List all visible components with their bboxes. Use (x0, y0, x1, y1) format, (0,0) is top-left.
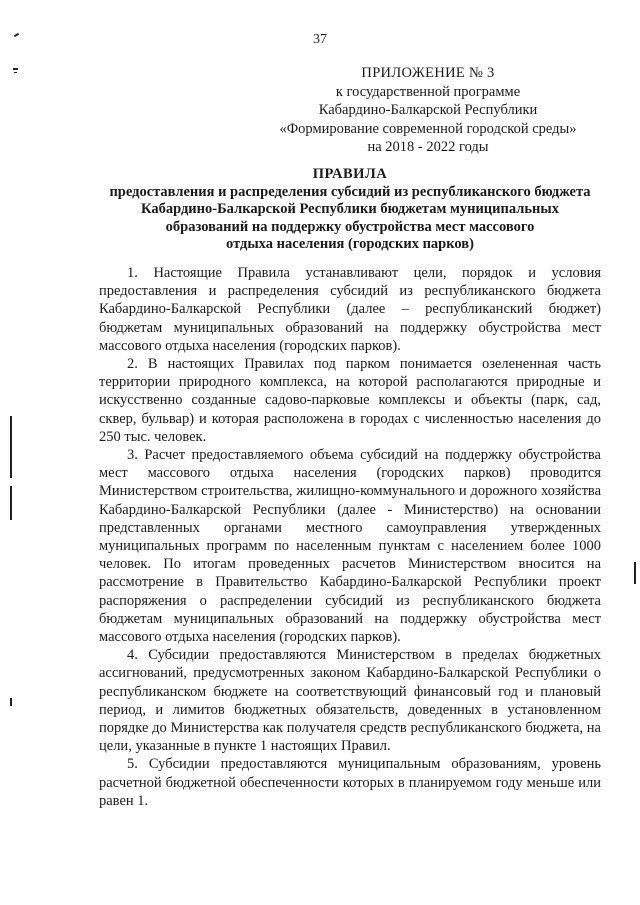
rules-heading: ПРАВИЛА (312, 166, 388, 182)
appendix-title: ПРИЛОЖЕНИЕ № 3 (361, 65, 495, 81)
paragraph-4: 4. Субсидии предоставляются Министерством в пределах бюджетных ассигнований, предусмотренных законом Кабардино-Балкарской Республики о республиканском бюджете на соответствующий финансовый год и плановый период, и лимитов бюджетных обязательств, доведенных в установленном порядке до Министерства как получателя средств республиканского бюджета, на цели, указанные в пункте 1 настоящих Правил. (99, 647, 601, 755)
paragraph-2: 2. В настоящих Правилах под парком понимается озелененная часть территории природного комплекса, на которой располагаются природные и искусственно созданные садово-парковые комплексы и объекты (парк, сад, сквер, бульвар) и которая расположена в городах с численностью населения до 250 тыс. человек. (99, 356, 601, 445)
scan-mark (634, 562, 636, 584)
scan-mark (10, 416, 12, 478)
appendix-block (250, 64, 606, 157)
rules-subtitle-line: образований на поддержку обустройства мест массового (165, 218, 535, 235)
rules-subtitle-line: Кабардино-Балкарской Республики бюджетам муниципальных (141, 201, 559, 217)
appendix-line: к государственной программе (335, 83, 521, 100)
scan-mark (10, 698, 12, 706)
appendix-line: на 2018 - 2022 годы (367, 139, 489, 155)
paragraph-5: 5. Субсидии предоставляются муниципальным образованиям, уровень расчетной бюджетной обеспеченности которых в планируемом году меньше или равен 1. (99, 756, 601, 809)
rules-subtitle-line: предоставления и распределения субсидий из республиканского бюджета (109, 183, 591, 200)
scan-mark (14, 72, 17, 73)
rules-title-block (80, 166, 620, 254)
scan-mark (13, 68, 18, 70)
paragraph-3: 3. Расчет предоставляемого объема субсидий на поддержку обустройства мест массового отдыха населения (городских парков) проводится Министерством строительства, жилищно-коммунального и дорожного хозяйства Кабардино-Балкарской Республики (далее - Министерство) на основании представленных органами местного самоуправления утвержденных муниципальных программ по населенным пунктам с населением более 1000 человек. По итогам проведенных расчетов Министерством вносится на рассмотрение в Правительство Кабардино-Балкарской Республики проект распоряжения о распределении субсидий из республиканского бюджета бюджетам муниципальных образований на поддержку обустройства мест массового отдыха населения (городских парков). (99, 447, 601, 646)
document-body (99, 264, 601, 810)
rules-subtitle-line: отдыха населения (городских парков) (226, 236, 474, 252)
appendix-line: Кабардино-Балкарской Республики (318, 102, 538, 118)
page-number: 37 (313, 32, 327, 47)
paragraph-1: 1. Настоящие Правила устанавливают цели, порядок и условия предоставления и распределения субсидий из республиканского бюджета Кабардино-Балкарской Республики (далее – республиканский бюджет) бюджетам муниципальных образований на поддержку обустройства мест массового отдыха населения (городских парков). (99, 265, 601, 354)
scan-mark (10, 486, 12, 520)
appendix-line: «Формирование современной городской среды» (279, 120, 577, 137)
